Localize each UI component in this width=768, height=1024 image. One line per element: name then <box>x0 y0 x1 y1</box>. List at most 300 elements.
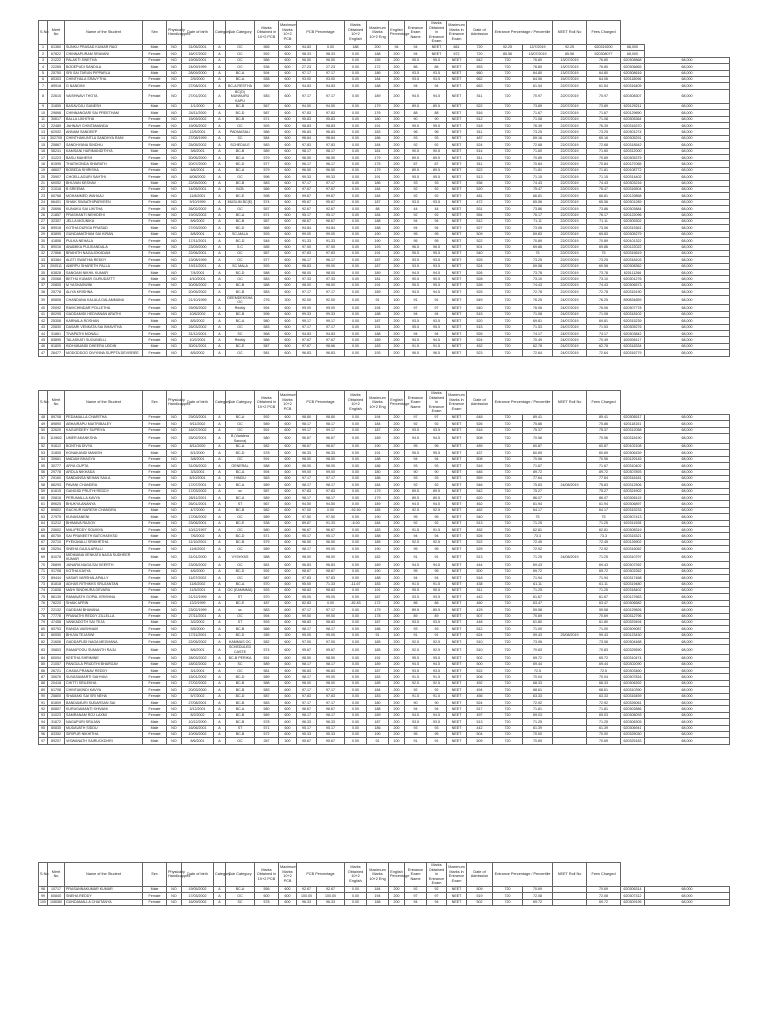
column-header: Date of Admission <box>467 391 493 415</box>
table-cell: A <box>214 123 226 129</box>
table-cell: NO <box>167 414 182 420</box>
table-cell: NO <box>167 693 182 699</box>
table-cell: 600 <box>279 463 297 469</box>
table-cell: 587 <box>255 488 279 494</box>
table-cell: 98.17 <box>297 546 317 552</box>
table-cell: 94 <box>405 225 427 231</box>
table-cell: 97 <box>405 414 427 420</box>
table-cell: 72.45 <box>523 539 553 545</box>
table-cell: 93 <box>405 180 427 186</box>
table-cell: BC-A <box>226 414 255 420</box>
table-cell: 69.72 <box>523 568 553 574</box>
table-cell: NEET <box>447 594 467 600</box>
table-cell: 91.5 <box>427 581 447 587</box>
table-cell: 8/11/2000 <box>182 443 214 449</box>
table-cell: 28 <box>39 225 48 231</box>
table-cell: 68,000 <box>645 552 730 562</box>
table-cell: 16/07/2002 <box>182 51 214 57</box>
table-cell: 620305375 <box>621 155 645 161</box>
table-cell: Female <box>143 639 167 645</box>
column-header: Entrance Percentage / Percentile <box>493 863 553 887</box>
table-cell: NO <box>167 632 182 638</box>
table-cell: 720 <box>493 318 523 324</box>
table-cell: 93.5 <box>427 76 447 82</box>
table-cell: 96.83 <box>317 129 345 135</box>
table-cell: MAHI SINDHURA DEVARA <box>65 587 143 593</box>
table-cell: 646 <box>467 469 493 475</box>
table-cell: 94.5 <box>405 289 427 295</box>
table-cell: 68,000 <box>645 167 730 173</box>
table-cell: 91708 <box>48 568 65 574</box>
table-cell: 61.80 <box>587 619 621 625</box>
table-cell: 20830 <box>48 324 65 330</box>
table-cell: 720 <box>493 469 523 475</box>
table-cell: 190 <box>367 443 389 449</box>
table-cell: 98.17 <box>317 626 345 632</box>
table-cell: 200 <box>389 421 405 427</box>
table-cell: 21/12/1999 <box>182 594 214 600</box>
table-cell: 200 <box>389 581 405 587</box>
table-cell: 96.50 <box>297 155 317 161</box>
table-cell: 600 <box>279 562 297 568</box>
table-cell: 448 <box>467 619 493 625</box>
table-cell: 89625 <box>48 501 65 507</box>
table-cell: NEET <box>447 527 467 533</box>
table-cell: A <box>214 568 226 574</box>
table-cell: 200 <box>389 276 405 282</box>
table-cell: 68,000 <box>645 70 730 76</box>
table-cell: 96.17 <box>297 161 317 167</box>
table-cell: 10717 <box>48 886 65 892</box>
table-cell: 88 <box>427 110 447 116</box>
table-cell: 22/07/2019 <box>553 193 587 199</box>
table-cell: 600 <box>279 318 297 324</box>
table-cell: 96.17 <box>297 257 317 263</box>
table-cell: Male <box>143 886 167 892</box>
table-cell: 94 <box>405 331 427 337</box>
table-cell: 91 <box>405 738 427 744</box>
table-cell: 720 <box>493 238 523 244</box>
table-cell: NEET <box>447 434 467 444</box>
table-cell: 182 <box>367 552 389 562</box>
table-cell: 0.00 <box>345 187 367 193</box>
table-cell: PALAKTI SWETHA <box>65 57 143 63</box>
table-cell: 63.33 <box>523 693 553 699</box>
table-cell: BC-B <box>226 712 255 718</box>
table-cell: 71.08 <box>587 116 621 122</box>
table-cell: 95.5 <box>405 123 427 129</box>
table-cell: 600 <box>279 263 297 269</box>
table-cell: 99.33 <box>317 174 345 180</box>
table-cell: BC-B <box>226 687 255 693</box>
table-cell: A <box>214 70 226 76</box>
table-cell: NO <box>167 103 182 109</box>
table-cell: Female <box>143 244 167 250</box>
table-cell: 72.45 <box>587 539 621 545</box>
table-cell: 70.56 <box>587 434 621 444</box>
table-cell: 75.86 <box>523 421 553 427</box>
table-cell: 181 <box>367 276 389 282</box>
table-cell: 97.17 <box>317 89 345 103</box>
table-cell: NEET <box>447 129 467 135</box>
table-cell: 557 <box>255 206 279 212</box>
table-cell: 76.17 <box>523 212 553 218</box>
table-cell: NO <box>167 469 182 475</box>
table-cell: 200 <box>389 731 405 737</box>
table-cell: 588 <box>255 463 279 469</box>
table-cell: 600 <box>279 706 297 712</box>
table-cell: 600 <box>279 700 297 706</box>
table-cell: 97.33 <box>317 276 345 282</box>
table-cell: A <box>214 64 226 70</box>
table-cell: 75 <box>587 250 621 256</box>
table-cell: NEET <box>447 148 467 154</box>
table-cell: 0.00 <box>345 148 367 154</box>
table-cell: 600 <box>279 587 297 593</box>
table-cell: 620319480 <box>621 581 645 587</box>
table-cell: 24/09/1999 <box>182 64 214 70</box>
table-cell: 600 <box>279 244 297 250</box>
table-cell: A <box>214 76 226 82</box>
table-cell: 98.66 <box>317 343 345 349</box>
table-cell: Male <box>143 129 167 135</box>
table-cell: Female <box>143 488 167 494</box>
table-cell: 98.83 <box>297 619 317 625</box>
table-cell: 94 <box>427 83 447 89</box>
table-cell: 94 <box>427 456 447 462</box>
table-cell: 720 <box>493 893 523 899</box>
table-cell: 81809 <box>48 700 65 706</box>
table-cell: 620303460 <box>621 668 645 674</box>
table-cell: 600 <box>279 539 297 545</box>
table-cell: 591 <box>255 427 279 433</box>
table-cell: 89.5 <box>427 495 447 501</box>
table-cell: NEET <box>447 587 467 593</box>
table-cell: 591 <box>255 456 279 462</box>
table-cell: 95.5 <box>405 587 427 593</box>
table-cell: 93.5 <box>405 318 427 324</box>
table-cell: 24/07/2019 <box>553 311 587 317</box>
table-cell: NO <box>167 238 182 244</box>
table-cell: NO <box>167 607 182 613</box>
table-cell: 90 <box>405 700 427 706</box>
table-cell: 600 <box>279 187 297 193</box>
table-cell: 200 <box>389 161 405 167</box>
table-cell: 16/09/2002 <box>182 899 214 905</box>
table-cell: 720 <box>493 482 523 488</box>
table-cell: 620306159 <box>621 450 645 456</box>
table-cell: NEET <box>447 238 467 244</box>
table-cell: 589 <box>255 674 279 680</box>
table-cell: 600 <box>279 276 297 282</box>
table-cell: 4/10/2001 <box>182 276 214 282</box>
table-cell: 89.72 <box>523 469 553 475</box>
table-cell: 89.5 <box>405 607 427 613</box>
table-cell: 0.00 <box>345 527 367 533</box>
table-cell: 720 <box>493 135 523 141</box>
table-cell: 93.5 <box>405 719 427 725</box>
table-cell: 538 <box>255 520 279 526</box>
table-cell: 0.00 <box>345 719 367 725</box>
table-cell: 600 <box>279 655 297 661</box>
table-cell: 21018 <box>48 187 65 193</box>
table-cell: 620306665 <box>621 64 645 70</box>
table-cell: A <box>214 607 226 613</box>
table-cell: 71.25 <box>587 520 621 526</box>
table-cell: 89.5 <box>405 488 427 494</box>
table-cell: 600 <box>279 581 297 587</box>
table-cell: 97.00 <box>317 639 345 645</box>
table-cell: Female <box>143 142 167 148</box>
table-cell: 593 <box>255 231 279 237</box>
table-cell: 200 <box>389 680 405 686</box>
table-cell: 21608 <box>48 587 65 593</box>
table-cell: 620316459 <box>621 693 645 699</box>
table-cell: 13/07/2019 <box>553 64 587 70</box>
table-cell: 23/05/2002 <box>182 562 214 568</box>
table-cell: SC <box>226 899 255 905</box>
table-cell: 76.39 <box>587 123 621 129</box>
table-cell: 501 <box>467 244 493 250</box>
table-cell: 71.08 <box>523 311 553 317</box>
table-cell: 549 <box>467 295 493 305</box>
table-cell: 68,000 <box>645 893 730 899</box>
table-cell: 47 <box>39 350 48 356</box>
table-cell: 58 <box>39 482 48 488</box>
table-cell: Female <box>143 482 167 488</box>
table-cell: 98.50 <box>317 456 345 462</box>
table-row <box>39 552 730 562</box>
table-cell: 186 <box>367 725 389 731</box>
table-cell: 94 <box>427 311 447 317</box>
table-cell: 97.83 <box>297 250 317 256</box>
table-cell: 546 <box>467 482 493 488</box>
table-cell: 68,000 <box>645 231 730 237</box>
table-cell: 720 <box>493 282 523 288</box>
table-cell: 191 <box>367 324 389 330</box>
table-cell: NEET <box>447 427 467 433</box>
table-cell: VANKADOTH SAI TEJA <box>65 619 143 625</box>
table-cell: 600 <box>279 311 297 317</box>
table-cell: 90 <box>427 116 447 122</box>
table-cell: 22/07/2019 <box>553 135 587 141</box>
table-cell: 24/11/2000 <box>182 110 214 116</box>
table-cell: 200 <box>389 674 405 680</box>
table-cell: 68,000 <box>621 44 645 50</box>
column-header: Marks Obtained 10+2 English <box>345 21 367 45</box>
table-cell: 583 <box>255 475 279 481</box>
table-cell: 574 <box>255 199 279 205</box>
table-cell: 68,000 <box>645 103 730 109</box>
table-cell: A <box>214 414 226 420</box>
table-cell: 600 <box>279 218 297 224</box>
table-cell: 200 <box>389 600 405 606</box>
table-cell: NEET <box>447 250 467 256</box>
table-cell: 579 <box>255 167 279 173</box>
table-cell: 71.11 <box>523 218 553 224</box>
table-cell: ABHAIRAPU MAITRIBALEY <box>65 421 143 427</box>
table-cell: 31672 <box>48 719 65 725</box>
table-cell: 200 <box>389 155 405 161</box>
table-cell: 76.39 <box>523 123 553 129</box>
table-cell: 594 <box>255 469 279 475</box>
table-cell: 110802 <box>48 434 65 444</box>
table-cell: 720 <box>493 218 523 224</box>
table-cell: 577 <box>255 257 279 263</box>
table-cell: 15/09/2002 <box>182 116 214 122</box>
table-cell: 92 <box>427 187 447 193</box>
table-cell: 600 <box>279 469 297 475</box>
table-cell: 68,000 <box>645 469 730 475</box>
table-cell: A <box>214 639 226 645</box>
table-cell: 72.92 <box>523 546 553 552</box>
table-cell: 179 <box>367 155 389 161</box>
table-cell: 68,000 <box>645 257 730 263</box>
table-cell: A <box>214 475 226 481</box>
table-cell: 94 <box>427 706 447 712</box>
table-cell: 22/07/2019 <box>553 270 587 276</box>
table-cell: Female <box>143 289 167 295</box>
table-cell: 19/03/2002 <box>182 212 214 218</box>
table-cell: 91 <box>367 738 389 744</box>
table-cell: 4/6/2000 <box>182 568 214 574</box>
table-cell: 16 <box>39 148 48 154</box>
table-cell: 95 <box>405 546 427 552</box>
table-cell: 592 <box>255 414 279 420</box>
table-cell: 68,000 <box>645 645 730 655</box>
table-cell: A <box>214 110 226 116</box>
table-cell: MADAM BHAGYA <box>65 456 143 462</box>
table-cell: 600 <box>279 507 297 513</box>
table-cell: 75.47 <box>523 187 553 193</box>
table-cell: NO <box>167 89 182 103</box>
table-cell: 620317468 <box>621 575 645 581</box>
table-cell: 68,000 <box>645 587 730 593</box>
table-cell: NEET <box>447 231 467 237</box>
table-cell: NO <box>167 324 182 330</box>
table-cell: 69.43 <box>523 562 553 568</box>
table-cell: 96.5 <box>405 350 427 356</box>
table-cell: 9/11/2002 <box>182 421 214 427</box>
table-cell: 89 <box>427 613 447 619</box>
table-cell: 11/10/2001 <box>182 539 214 545</box>
table-cell: NEET <box>447 135 467 141</box>
table-cell: 720 <box>493 414 523 420</box>
column-header: Physically Handicapped <box>167 391 182 415</box>
table-cell: BALLA LIKHITHA <box>65 116 143 122</box>
table-cell: NEET <box>447 289 467 295</box>
table-cell: 472 <box>467 199 493 205</box>
table-cell: 22 <box>39 187 48 193</box>
table-cell: 94 <box>427 575 447 581</box>
table-cell: 189 <box>367 337 389 343</box>
table-cell: 18/02/2002 <box>182 661 214 667</box>
table-cell: 200 <box>389 700 405 706</box>
table-cell: 93.00 <box>317 76 345 82</box>
table-cell: NEET <box>447 495 467 501</box>
table-cell: 68,000 <box>645 193 730 199</box>
table-cell: BC-B <box>226 282 255 288</box>
table-cell: 70 <box>39 562 48 568</box>
table-cell: 93.5 <box>405 594 427 600</box>
table-cell: 0.00 <box>345 263 367 269</box>
table-cell: 68,000 <box>645 244 730 250</box>
table-cell: 720 <box>493 712 523 718</box>
table-cell: 6/8/2001 <box>182 231 214 237</box>
table-cell: 92.5 <box>405 639 427 645</box>
table-cell: 620302886 <box>621 706 645 712</box>
table-cell: 62 <box>39 507 48 513</box>
column-header: Entrance Exam Name <box>405 21 427 45</box>
table-cell: 620316779 <box>621 350 645 356</box>
table-cell: 22/06/2001 <box>182 250 214 256</box>
table-cell: 97.33 <box>297 276 317 282</box>
table-cell: Female <box>143 475 167 481</box>
table-cell: 600 <box>279 619 297 625</box>
table-cell: 600 <box>279 148 297 154</box>
table-cell: 188 <box>367 51 389 57</box>
table-cell: -6.00 <box>345 520 367 526</box>
table-cell: 442 <box>467 725 493 731</box>
table-cell: 200 <box>389 250 405 256</box>
table-cell: 94.5 <box>405 434 427 444</box>
table-cell: Female <box>143 501 167 507</box>
column-header: Merit No <box>48 21 65 45</box>
table-cell: 94.5 <box>405 712 427 718</box>
table-cell: 71 <box>39 568 48 574</box>
table-cell: 188 <box>345 44 367 50</box>
table-cell: 583 <box>255 276 279 282</box>
table-cell: NO <box>167 276 182 282</box>
table-cell: A <box>214 231 226 237</box>
table-cell: GUNDAMALLA CHAITANYA <box>65 899 143 905</box>
table-cell: 460 <box>467 600 493 606</box>
table-cell: 73.10 <box>523 276 553 282</box>
table-cell: NEET <box>447 206 467 212</box>
table-cell: 586 <box>255 337 279 343</box>
table-cell: 30 <box>39 238 48 244</box>
table-cell: 95 <box>427 443 447 449</box>
table-cell: 94.5 <box>427 562 447 568</box>
table-cell: 86 <box>39 668 48 674</box>
table-cell: A <box>214 350 226 356</box>
table-cell: A <box>214 687 226 693</box>
table-cell: 200 <box>389 135 405 141</box>
table-cell: BC(D) MUNNURU KAPU <box>226 89 255 103</box>
table-cell: 73.06 <box>523 225 553 231</box>
table-cell: NEET <box>447 501 467 507</box>
table-cell: BC-D <box>226 693 255 699</box>
table-cell: 0.00 <box>345 495 367 501</box>
table-cell: 0.00 <box>345 343 367 349</box>
table-cell: 620123430 <box>621 632 645 638</box>
table-cell: 25 <box>39 206 48 212</box>
table-cell: 68,000 <box>645 507 730 513</box>
table-cell: 620312506 <box>621 482 645 488</box>
table-cell: 200 <box>389 110 405 116</box>
table-cell: 23 <box>39 193 48 199</box>
table-cell: 93.5 <box>405 76 427 82</box>
table-cell: 589 <box>255 661 279 667</box>
table-cell: 568 <box>255 225 279 231</box>
table-cell: 94 <box>389 44 405 50</box>
table-cell: 98.80 <box>297 414 317 420</box>
table-cell: 200 <box>389 546 405 552</box>
table-cell: 68,000 <box>645 619 730 625</box>
table-cell: 95 <box>427 568 447 574</box>
table-cell: Female <box>143 421 167 427</box>
table-cell: 179 <box>367 167 389 173</box>
